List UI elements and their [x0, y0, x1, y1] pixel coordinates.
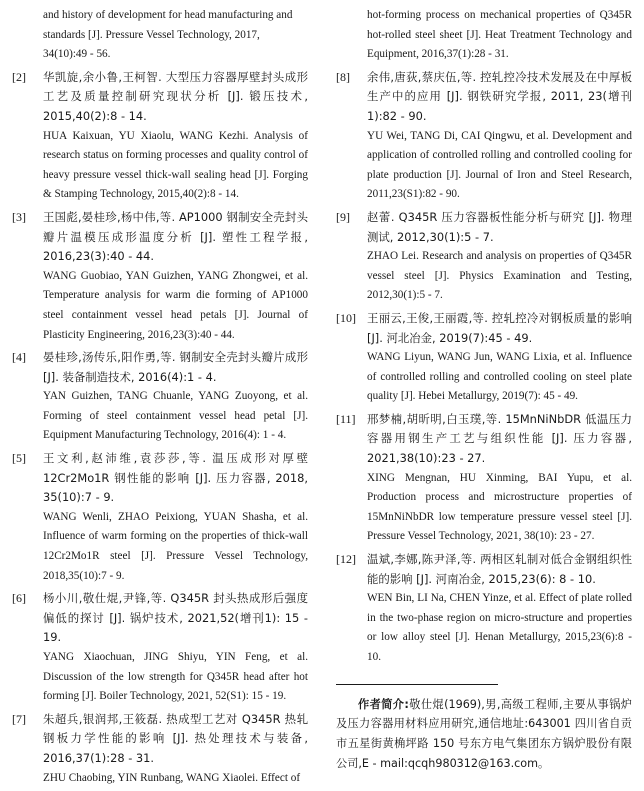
reference-zh: 杨小川,敬仕焜,尹锋,等. Q345R 封头热成形后强度偏低的探讨 [J]. 锅炉技术, 2021,52(增刊1): 15 - 19. — [43, 591, 308, 645]
reference-en: WANG Wenli, ZHAO Peixiong, YUAN Shasha, et al. Influence of warm forming on the properties of thick-wall 12Cr2Mo1R steel [J]. Pressure Vessel Technology, 2018,35(10):7 - 9. — [43, 510, 308, 582]
reference-8 — [336, 68, 632, 205]
reference-9 — [336, 208, 632, 306]
reference-en-line: and history of development for head manufacturing and — [43, 9, 293, 21]
reference-zh: 王文利,赵沛维,袁莎莎,等. 温压成形对厚壁 12Cr2Mo1R 钢性能的影响 [J]. 压力容器, 2018, 35(10):7 - 9. — [43, 451, 308, 505]
reference-en-line: 34(10):49 - 56. — [43, 48, 111, 61]
reference-number: [7] — [12, 711, 26, 726]
reference-en: ZHAO Lei. Research and analysis on properties of Q345R vessel steel [J]. Physics Examination and Testing, 2012,30(1):5 - 7. — [367, 250, 632, 302]
reference-6 — [12, 589, 308, 707]
left-column — [12, 6, 308, 791]
reference-5 — [12, 449, 308, 586]
reference-zh: 余伟,唐荻,蔡庆伍,等. 控轧控冷技术发展及在中厚板生产中的应用 [J]. 钢铁研究学报, 2011, 23(增刊1):82 - 90. — [367, 69, 632, 123]
reference-12 — [336, 550, 632, 668]
reference-en: YU Wei, TANG Di, CAI Qingwu, et al. Development and application of controlled rolling and controlled cooling for plate production [J]. Journal of Iron and Steel Research, 2011,23(S1):82 - 90. — [367, 129, 632, 201]
author-intro-text: 敬仕焜(1969),男,高级工程师,主要从事锅炉及压力容器用材料应用研究,通信地址:643001 四川省自贡市五星街黄桷坪路 150 号东方电气集团东方锅炉股份有限公司,E - mail:qcqh980312@163.com。 — [336, 697, 632, 770]
reference-number: [3] — [12, 209, 26, 224]
reference-number: [5] — [12, 451, 26, 466]
reference-en: WANG Guobiao, YAN Guizhen, YANG Zhongwei, et al. Temperature analysis for warm die forming of AP1000 steel containment vessel head petals [J]. Journal of Plasticity Engineering, 2016,23(3):40 - 44. — [43, 269, 308, 341]
reference-continuation — [12, 6, 308, 65]
reference-number: [8] — [336, 69, 350, 84]
reference-zh: 温斌,李娜,陈尹泽,等. 两相区轧制对低合金钢组织性能的影响 [J]. 河南冶金, 2015,23(6): 8 - 10. — [367, 552, 632, 586]
reference-number: [2] — [12, 69, 26, 84]
reference-zh: 朱超兵,银润邦,王筱磊. 热成型工艺对 Q345R 热轧钢板力学性能的影响 [J]. 热处理技术与装备, 2016,37(1):28 - 31. — [43, 711, 308, 765]
reference-3 — [12, 208, 308, 345]
reference-2 — [12, 68, 308, 205]
reference-number: [12] — [336, 552, 356, 567]
reference-zh: 邢梦楠,胡昕明,白玉璞,等. 15MnNiNbDR 低温压力容器用钢生产工艺与组织性能 [J]. 压力容器, 2021,38(10):23 - 27. — [367, 411, 632, 466]
reference-number: [4] — [12, 350, 26, 365]
reference-en: XING Mengnan, HU Xinming, BAI Yupu, et al. Production process and microstructure properties of 15MnNiNbDR low temperature pressure vessel steel [J]. Pressure Vessel Technology, 2021, 38(10): 23 - 27. — [367, 471, 632, 543]
right-column — [336, 6, 632, 774]
reference-11 — [336, 410, 632, 547]
reference-en: hot-forming process on mechanical properties of Q345R hot-rolled steel sheet [J]. Heat Treatment Technology and Equipment, 2016,37(1):28 - 31. — [367, 9, 632, 61]
reference-number: [11] — [336, 411, 356, 426]
reference-7 — [12, 710, 308, 788]
reference-4 — [12, 348, 308, 446]
author-intro-label: 作者简介: — [358, 697, 409, 711]
reference-en: WANG Liyun, WANG Jun, WANG Lixia, et al. Influence of controlled rolling and controlled cooling on steel plate quality [J]. Hebei Metallurgy, 2019(7): 45 - 49. — [367, 351, 632, 403]
reference-continuation — [336, 6, 632, 65]
reference-en: WEN Bin, LI Na, CHEN Yinze, et al. Effect of plate rolled in the two-phase region on micro-structure and properties or low alloy steel [J]. Henan Metallurgy, 2015,23(6):8 - 10. — [367, 592, 632, 663]
author-intro — [336, 695, 632, 774]
reference-number: [9] — [336, 209, 350, 224]
reference-zh: 王国彪,晏桂珍,杨中伟,等. AP1000 钢制安全壳封头瓣片温模压成形温度分析 [J]. 塑性工程学报, 2016,23(3):40 - 44. — [43, 209, 308, 264]
reference-en: YANG Xiaochuan, JING Shiyu, YIN Feng, et al. Discussion of the low strength for Q345R head after hot forming [J]. Boiler Technology, 2021, 52(S1): 15 - 19. — [43, 651, 308, 703]
footnote-divider — [336, 684, 498, 685]
reference-en: YAN Guizhen, TANG Chuanle, YANG Zuoyong, et al. Forming of steel containment vessel head petal [J]. Equipment Manufacturing Technology, 2016(4): 1 - 4. — [43, 390, 308, 442]
reference-zh: 赵蕾. Q345R 压力容器板性能分析与研究 [J]. 物理测试, 2012,30(1):5 - 7. — [367, 209, 632, 244]
reference-zh: 华凯旋,余小鲁,王柯智. 大型压力容器厚壁封头成形工艺及质量控制研究现状分析 [J]. 锻压技术, 2015,40(2):8 - 14. — [43, 69, 308, 123]
reference-en: HUA Kaixuan, YU Xiaolu, WANG Kezhi. Analysis of research status on forming processes and quality control of heavy pressure vessel thick-wall sealing head [J]. Forging & Stamping Technology, 2015,40(2):8 - 14. — [43, 129, 308, 201]
reference-en: ZHU Chaobing, YIN Runbang, WANG Xiaolei. Effect of — [43, 771, 301, 784]
reference-number: [10] — [336, 310, 356, 325]
reference-10 — [336, 309, 632, 407]
reference-en-line: standards [J]. Pressure Vessel Technology, 2017, — [43, 28, 260, 41]
reference-zh: 晏桂珍,汤传乐,阳作勇,等. 钢制安全壳封头瓣片成形 [J]. 装备制造技术, 2016(4):1 - 4. — [43, 350, 308, 384]
reference-zh: 王丽云,王俊,王丽霞,等. 控轧控冷对钢板质量的影响 [J]. 河北冶金, 2019(7):45 - 49. — [367, 310, 632, 345]
reference-number: [6] — [12, 591, 26, 606]
